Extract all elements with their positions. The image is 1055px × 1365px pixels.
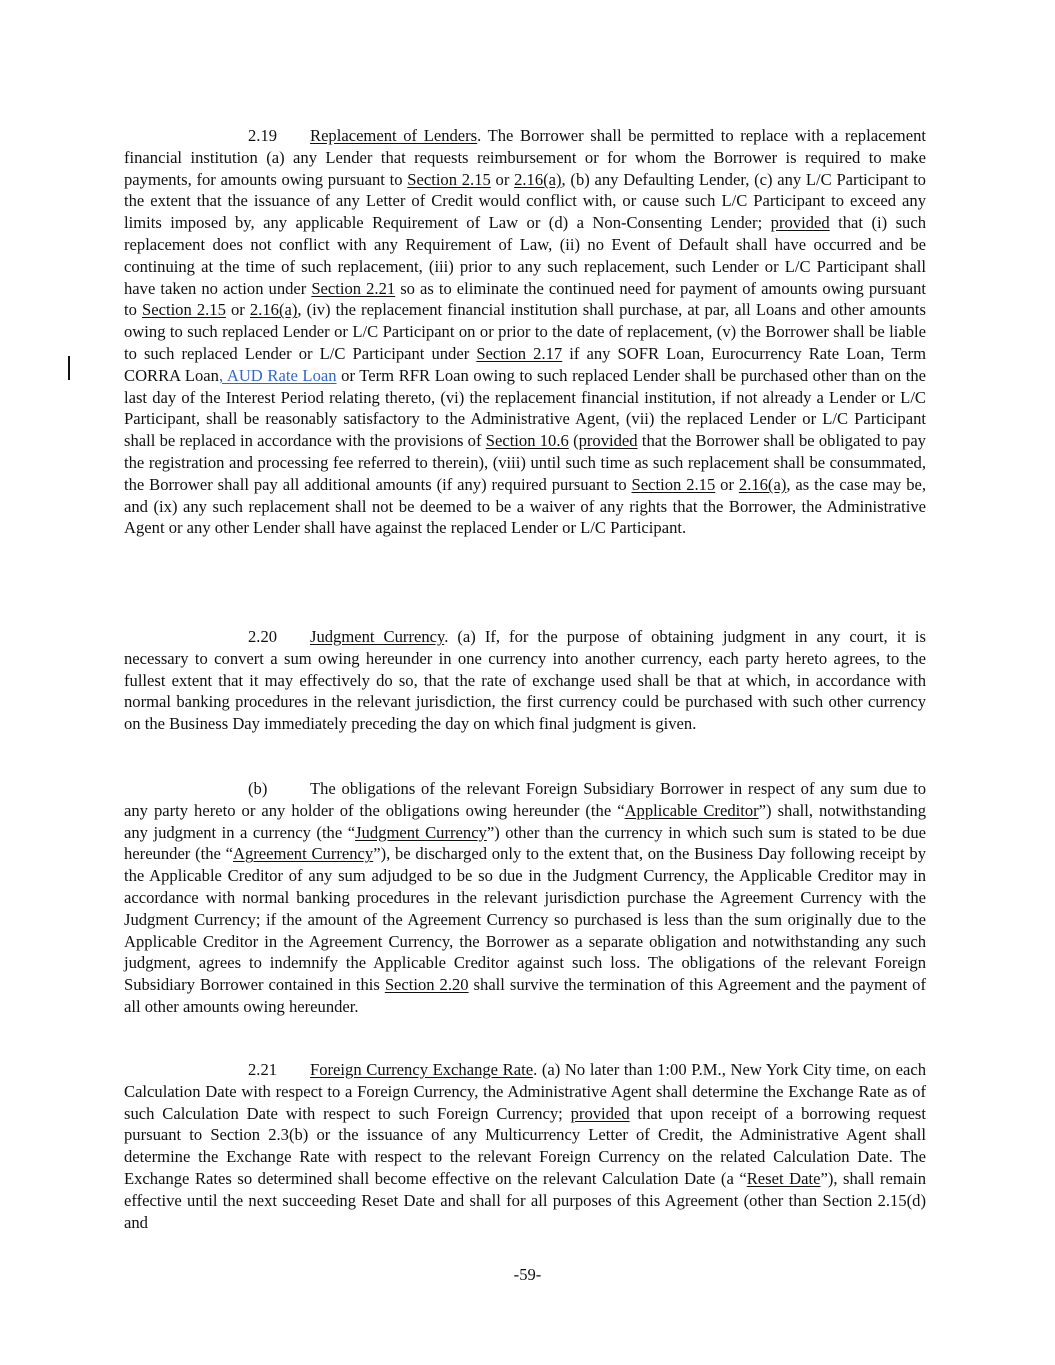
cross-reference: Section 10.6 bbox=[485, 431, 569, 451]
page-number: -59- bbox=[513, 1265, 542, 1284]
defined-term: provided bbox=[770, 213, 830, 233]
cross-reference: Section 2.15 bbox=[631, 474, 716, 494]
cross-reference: 2.16(a) bbox=[249, 300, 298, 320]
section-number: 2.20 bbox=[248, 627, 278, 646]
section-number: 2.19 bbox=[248, 126, 278, 145]
cross-reference: 2.16(a) bbox=[514, 169, 562, 189]
cross-reference: Section 2.15 bbox=[142, 300, 226, 320]
section-number: 2.21 bbox=[248, 1060, 278, 1079]
section-heading: Replacement of Lenders bbox=[310, 126, 478, 145]
cross-reference: Section 2.21 bbox=[311, 278, 396, 298]
revision-change-bar bbox=[68, 356, 70, 380]
defined-term: Agreement Currency bbox=[233, 844, 374, 864]
cross-reference: Section 2.17 bbox=[476, 343, 563, 363]
section-2-21: 2.21 Foreign Currency Exchange Rate. (a) No later than 1:00 P.M., New York City time, on each Calculation Date with respect to a Foreign Currency, the Administrative Agent shall determine the Exchange Rate as of such Calculation Date with respect to such Foreign Currency; provided that upon receipt of a borrowing request pursuant to Section 2.3(b) or the issuance of any Multicurrency Letter of Credit, the Administrative Agent shall determine the Exchange Rate with respect to the relevant Foreign Currency on the related Calculation Date. The Exchange Rates so determined shall become effective on the relevant Calculation Date (a “Reset Date”), shall remain effective until the next succeeding Reset Date and shall for all purposes of this Agreement (other than Section 2.15(d) and bbox=[124, 1060, 927, 1232]
section-heading: Judgment Currency bbox=[310, 627, 445, 646]
defined-term: Applicable Creditor bbox=[624, 800, 759, 820]
subsection-label: (b) bbox=[248, 779, 268, 798]
section-2-20-a: 2.20 Judgment Currency. (a) If, for the purpose of obtaining judgment in any court, it is necessary to convert a sum owing hereunder in one currency into another currency, each party hereto agrees, to the fullest extent that it may effectively do so, that the rate of exchange used shall be that at which, in accordance with normal banking procedures in the relevant jurisdiction, the first currency could be purchased with such other currency on the Business Day immediately preceding the day on which final judgment is given. bbox=[124, 627, 926, 734]
defined-term: provided bbox=[570, 1103, 630, 1123]
cross-reference: Section 2.20 bbox=[384, 975, 469, 995]
defined-term: Reset Date bbox=[746, 1168, 821, 1188]
defined-term: Judgment Currency bbox=[355, 822, 487, 842]
inserted-revision-text: , AUD Rate Loan bbox=[218, 365, 337, 385]
section-2-19: 2.19 Replacement of Lenders. The Borrower shall be permitted to replace with a replacement financial institution (a) any Lender that requests reimbursement or for whom the Borrower is required to make payments, for amounts owing pursuant to Section 2.15 or 2.16(a), (b) any Defaulting Lender, (c) any L/C Participant to the extent that the issuance of any Letter of Credit would conflict with, or cause such L/C Participant to exceed any limits imposed by, any applicable Requirement of Law or (d) a Non-Consenting Lender; provided that (i) such replacement does not conflict with any Requirement of Law, (ii) no Event of Default shall have occurred and be continuing at the time of such replacement, (iii) prior to any such replacement, such Lender or L/C Participant shall have taken no action under Section 2.21 so as to eliminate the continued need for payment of amounts owing pursuant to Section 2.15 or 2.16(a), (iv) the replacement financial institution shall purchase, at par, all Loans and other amounts owing to such replaced Lender or L/C Participant on or prior to the date of replacement, (v) the Borrower shall be liable to such replaced Lender or L/C Participant under Section 2.17 if any SOFR Loan, Eurocurrency Rate Loan, Term CORRA Loan, AUD Rate Loan or Term RFR Loan owing to such replaced Lender shall be purchased other than on the last day of the Interest Period relating thereto, (vi) the replacement financial institution, if not already a Lender or L/C Participant, shall be reasonably satisfactory to the Administrative Agent, (vii) the replaced Lender or L/C Participant shall be replaced in accordance with the provisions of Section 10.6 (provided that the Borrower shall be obligated to pay the registration and processing fee referred to therein), (viii) until such time as such replacement shall be consummated, the Borrower shall pay all additional amounts (if any) required pursuant to Section 2.15 or 2.16(a), as the case may be, and (ix) any such replacement shall not be deemed to be a waiver of any rights that the Borrower, the Administrative Agent or any other Lender shall have against the replaced Lender or L/C Participant. bbox=[124, 126, 927, 538]
cross-reference: Section 2.15 bbox=[407, 169, 491, 189]
section-2-20-b: (b) The obligations of the relevant Foreign Subsidiary Borrower in respect of any sum due to any party hereto or any holder of the obligations owing hereunder (the “Applicable Creditor”) shall, notwithstanding any judgment in a currency (the “Judgment Currency”) other than the currency in which such sum is stated to be due hereunder (the “Agreement Currency”), be discharged only to the extent that, on the Business Day following receipt by the Applicable Creditor of any sum adjudged to be so due in the Judgment Currency, the Applicable Creditor may in accordance with normal banking procedures in the relevant jurisdiction purchase the Agreement Currency with the Judgment Currency; if the amount of the Agreement Currency so purchased is less than the sum originally due to the Applicable Creditor in the Agreement Currency, the Borrower as a separate obligation and notwithstanding any such judgment, agrees to indemnify the Applicable Creditor against such loss. The obligations of the relevant Foreign Subsidiary Borrower contained in this Section 2.20 shall survive the termination of this Agreement and the payment of all other amounts owing hereunder. bbox=[124, 779, 927, 1016]
defined-term: provided bbox=[578, 431, 638, 451]
section-heading: Foreign Currency Exchange Rate bbox=[310, 1060, 534, 1079]
cross-reference: 2.16(a) bbox=[738, 474, 787, 494]
